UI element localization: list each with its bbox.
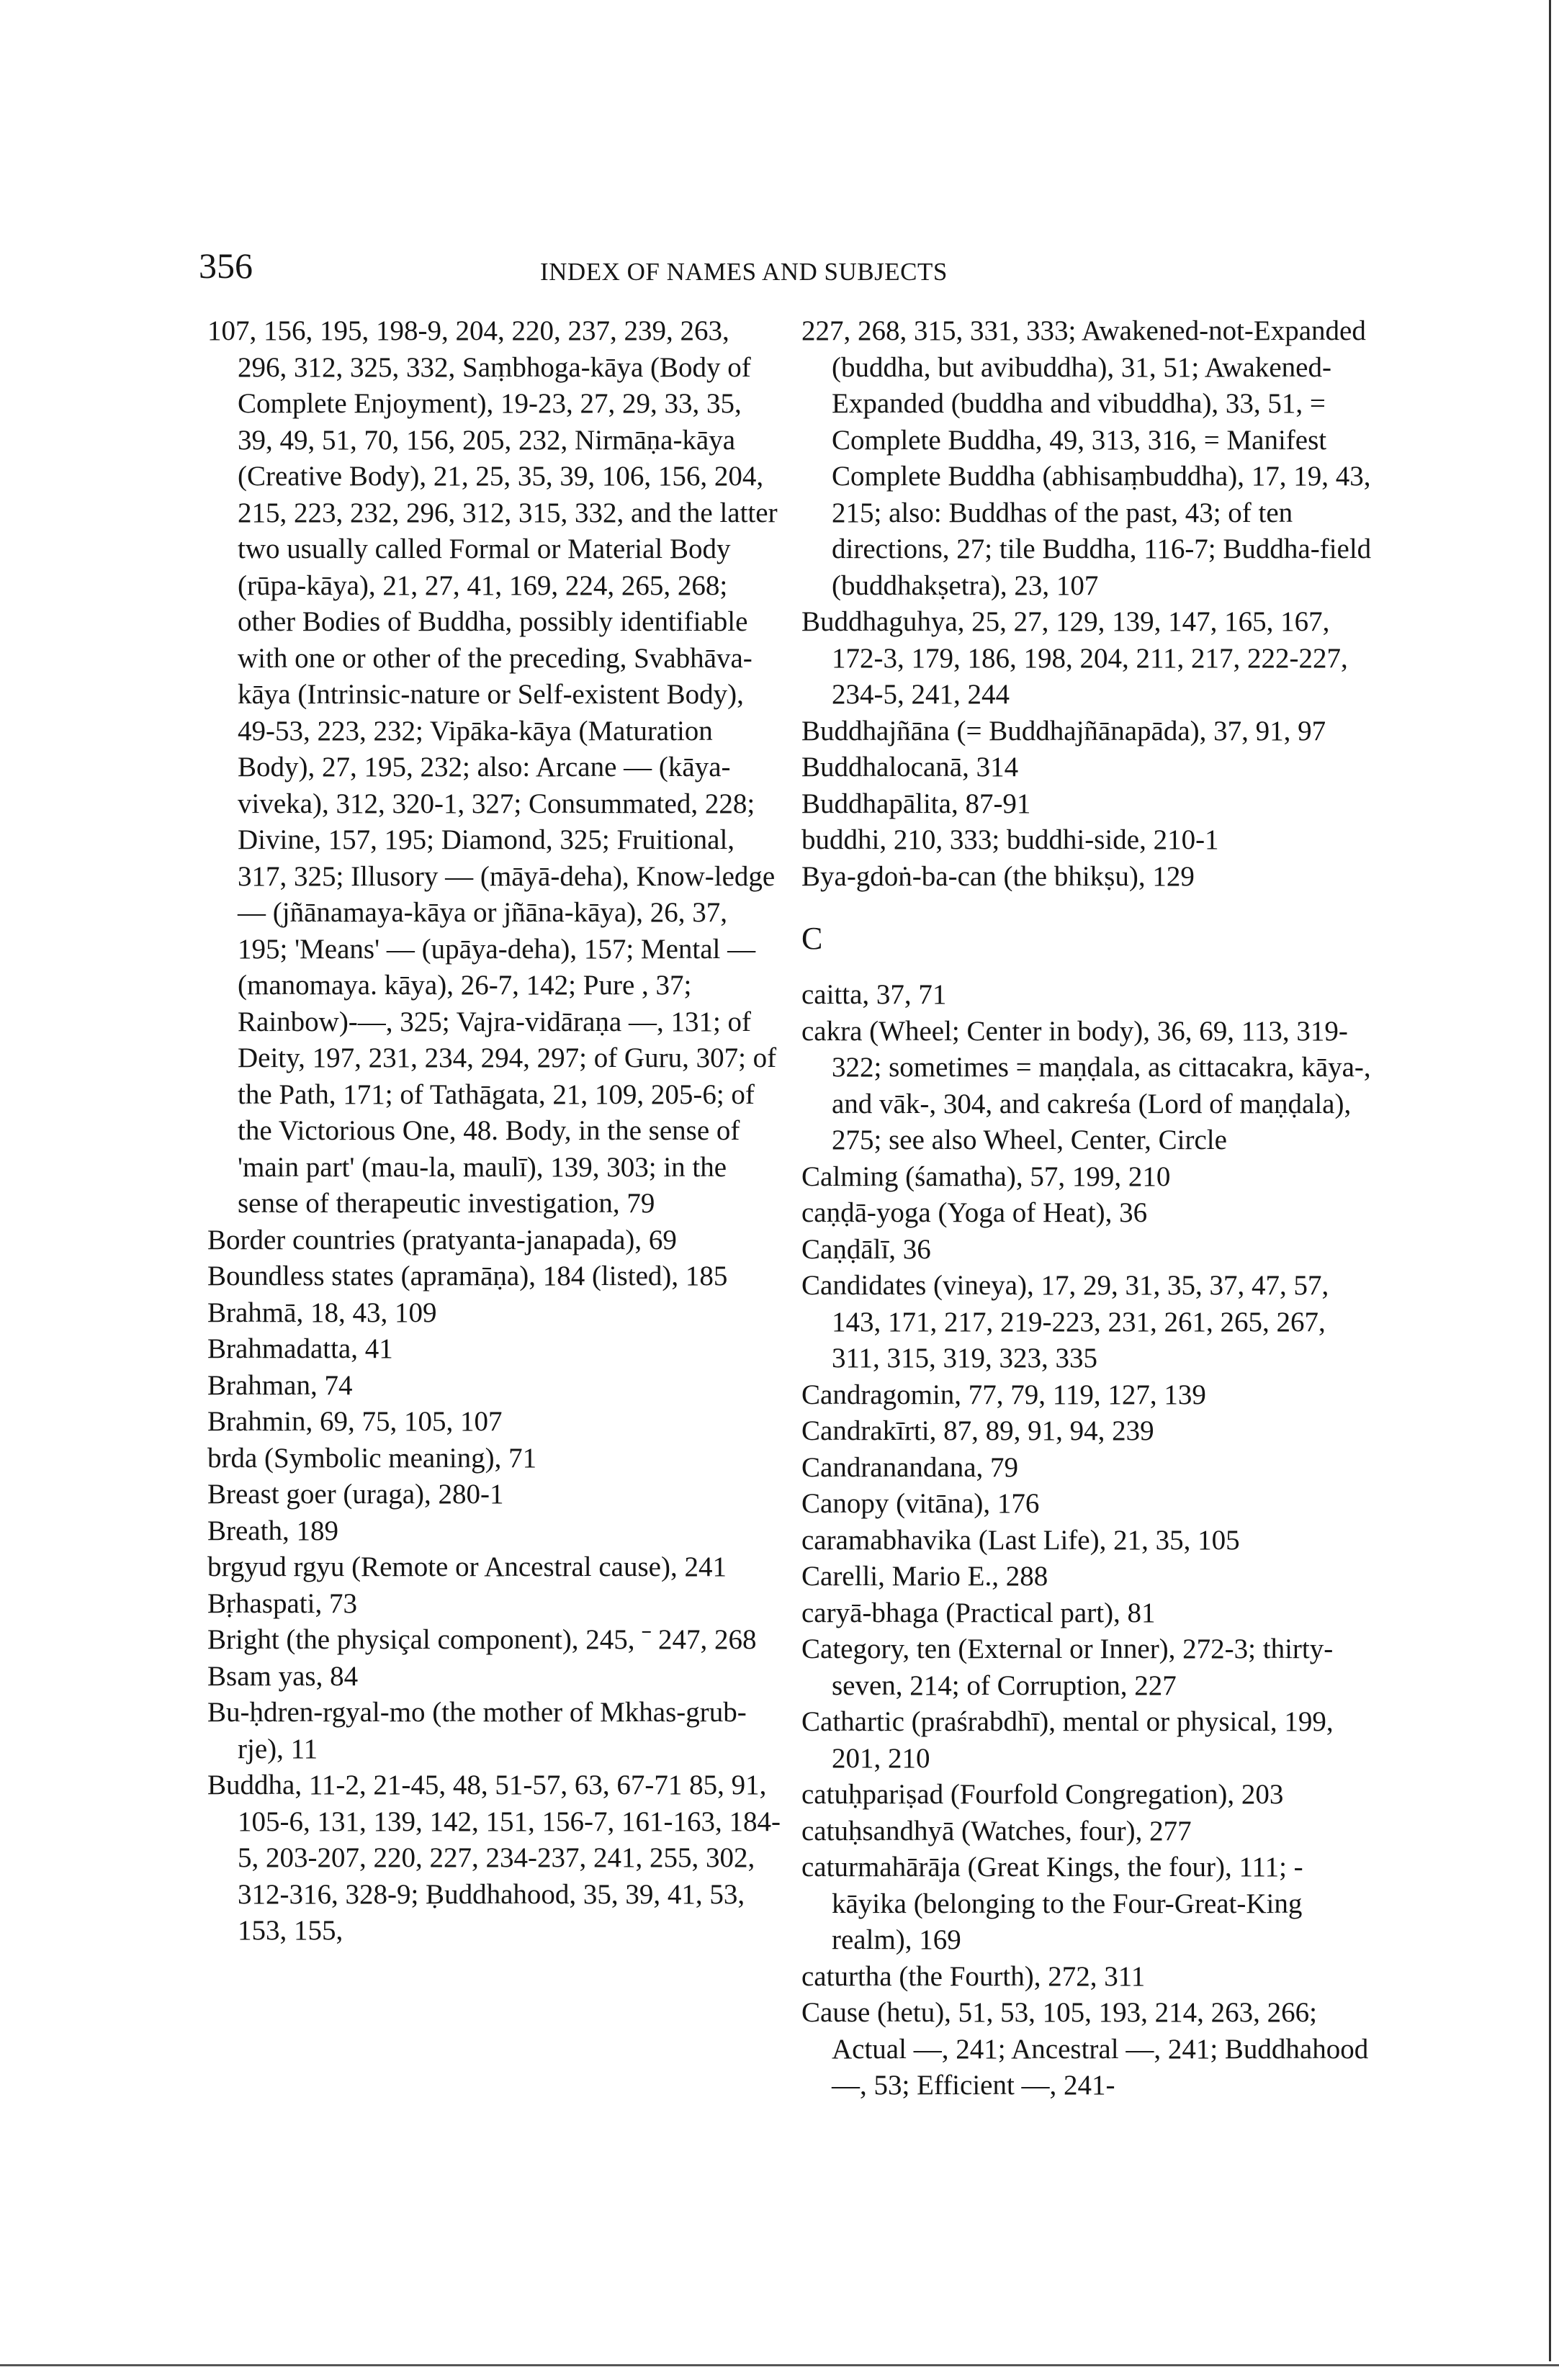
index-entry: caturmahārāja (Great Kings, the four), 111; -kāyika (belonging to the Four-Great-King realm), 169 (801, 1852, 1303, 1955)
index-entry: Breath, 189 (207, 1515, 338, 1546)
left-column (207, 313, 783, 1949)
index-entry: Calming (śamatha), 57, 199, 210 (801, 1160, 1171, 1192)
index-entry: cakra (Wheel; Center in body), 36, 69, 113, 319-322; sometimes = maṇḍala, as cittacakra, kāya-, and vāk-, 304, and cakreśa (Lord of maṇḍala), 275; see also Wheel, Center, Circle (801, 1015, 1371, 1155)
index-entry: Cause (hetu), 51, 53, 105, 193, 214, 263, 266; Actual —, 241; Ancestral —, 241; Buddhahood —, 53; Efficient —, 241- (801, 1997, 1369, 2101)
index-entry: Caṇḍālī, 36 (801, 1233, 931, 1265)
page-edge-rule (1549, 0, 1551, 2361)
index-entry: Buddhaguhya, 25, 27, 129, 139, 147, 165, 167, 172-3, 179, 186, 198, 204, 211, 217, 222-227, 234-5, 241, 244 (801, 606, 1348, 710)
index-entry: Brahmin, 69, 75, 105, 107 (207, 1406, 503, 1437)
index-entry: Bsam yas, 84 (207, 1660, 359, 1692)
index-entry: Category, ten (External or Inner), 272-3; thirty-seven, 214; of Corruption, 227 (801, 1633, 1334, 1701)
index-entry: caryā-bhaga (Practical part), 81 (801, 1597, 1156, 1628)
index-entry: Canopy (vitāna), 176 (801, 1488, 1040, 1519)
index-entry: caturtha (the Fourth), 272, 311 (801, 1960, 1146, 1992)
index-entry: Bright (the physiçal component), 245, ˉ 247, 268 (207, 1624, 757, 1655)
page-bottom-rule (0, 2364, 1559, 2366)
index-entry: caramabhavika (Last Life), 21, 35, 105 (801, 1524, 1240, 1556)
index-entry: Candidates (vineya), 17, 29, 31, 35, 37, 47, 57, 143, 171, 217, 219-223, 231, 261, 265, 267, 311, 315, 319, 323, 335 (801, 1270, 1329, 1374)
section-letter: C (801, 921, 823, 956)
index-entry: 107, 156, 195, 198-9, 204, 220, 237, 239, 263, 296, 312, 325, 332, Saṃbhoga-kāya (Body of Complete Enjoyment), 19-23, 27, 29, 33, 35, 39, 49, 51, 70, 156, 205, 232, Nirmāṇa-kāya (Creative Body), 21, 25, 35, 39, 106, 156, 204, 215, 223, 232, 296, 312, 315, 332, and the latter two usually called Formal or Material Body (rūpa-kāya), 21, 27, 41, 169, 224, 265, 268; other Bodies of Buddha, possibly identifiable with one or other of the preceding, Svabhāva-kāya (Intrinsic-nature or Self-existent Body), 49-53, 223, 232; Vipāka-kāya (Maturation Body), 27, 195, 232; also: Arcane — (kāya-viveka), 312, 320-1, 327; Consummated, 228; Divine, 157, 195; Diamond, 325; Fruitional, 317, 325; Illusory — (māyā-deha), Know-ledge — (jñānamaya-kāya or jñāna-kāya), 26, 37, 195; 'Means' — (upāya-deha), 157; Mental — (manomaya. kāya), 26-7, 142; Pure , 37; Rainbow)-—, 325; Vajra-vidāraṇa —, 131; of Deity, 197, 231, 234, 294, 297; of Guru, 307; of the Path, 171; of Tathāgata, 21, 109, 205-6; of the Victorious One, 48. Body, in the sense of 'main part' (mau-la, maulī), 139, 303; in the sense of therapeutic investigation, 79 (207, 315, 778, 1219)
index-entry: Border countries (pratyanta-janapada), 69 (207, 1224, 677, 1256)
index-entry: Carelli, Mario E., 288 (801, 1561, 1048, 1592)
index-entry: Buddhalocanā, 314 (801, 752, 1019, 783)
index-entry: Cathartic (praśrabdhī), mental or physical, 199, 201, 210 (801, 1706, 1334, 1774)
index-entry: catuḥpariṣad (Fourfold Congregation), 203 (801, 1779, 1284, 1810)
index-entry: Breast goer (uraga), 280-1 (207, 1479, 504, 1510)
index-entry: Candrakīrti, 87, 89, 91, 94, 239 (801, 1415, 1154, 1446)
index-entry: buddhi, 210, 333; buddhi-side, 210-1 (801, 824, 1219, 855)
index-entry: Buddhapālita, 87-91 (801, 788, 1031, 819)
index-entry: Candragomin, 77, 79, 119, 127, 139 (801, 1379, 1206, 1410)
index-entry: Bu-ḥdren-rgyal-mo (the mother of Mkhas-grub-rje), 11 (207, 1697, 747, 1764)
index-entry: Buddhajñāna (= Buddhajñānapāda), 37, 91, 97 (801, 715, 1326, 747)
index-entry: 227, 268, 315, 331, 333; Awakened-not-Expanded (buddha, but avibuddha), 31, 51; Awakened-Expanded (buddha and vibuddha), 33, 51, = Complete Buddha, 49, 313, 316, = Manifest Complete Buddha (abhisaṃbuddha), 17, 19, 43, 215; also: Buddhas of the past, 43; of ten directions, 27; tile Buddha, 116-7; Buddha-field (buddhakṣetra), 23, 107 (801, 315, 1372, 601)
index-entry: Brahmā, 18, 43, 109 (207, 1297, 437, 1328)
index-entry: Bṛhaspati, 73 (207, 1587, 357, 1619)
index-entry: brgyud rgyu (Remote or Ancestral cause), 241 (207, 1551, 727, 1582)
index-entry: Brahman, 74 (207, 1369, 353, 1401)
running-head: INDEX OF NAMES AND SUBJECTS (540, 258, 948, 286)
index-entry: caitta, 37, 71 (801, 979, 947, 1010)
index-entry: catuḥsandhyā (Watches, four), 277 (801, 1815, 1192, 1847)
right-column (801, 313, 1378, 2104)
index-entry: brda (Symbolic meaning), 71 (207, 1442, 537, 1474)
page-number: 356 (199, 245, 253, 286)
index-entry: Candranandana, 79 (801, 1451, 1019, 1483)
index-entry: caṇḍā-yoga (Yoga of Heat), 36 (801, 1197, 1148, 1228)
index-entry: Boundless states (apramāṇa), 184 (listed), 185 (207, 1261, 728, 1292)
index-entry: Brahmadatta, 41 (207, 1333, 393, 1364)
index-entry: Bya-gdoṅ-ba-can (the bhikṣu), 129 (801, 860, 1195, 892)
index-entry: Buddha, 11-2, 21-45, 48, 51-57, 63, 67-71 85, 91, 105-6, 131, 139, 142, 151, 156-7, 161-163, 184-5, 203-207, 220, 227, 234-237, 241, 255, 302, 312-316, 328-9; Ḅuddhahood, 35, 39, 41, 53, 153, 155, (207, 1770, 781, 1946)
